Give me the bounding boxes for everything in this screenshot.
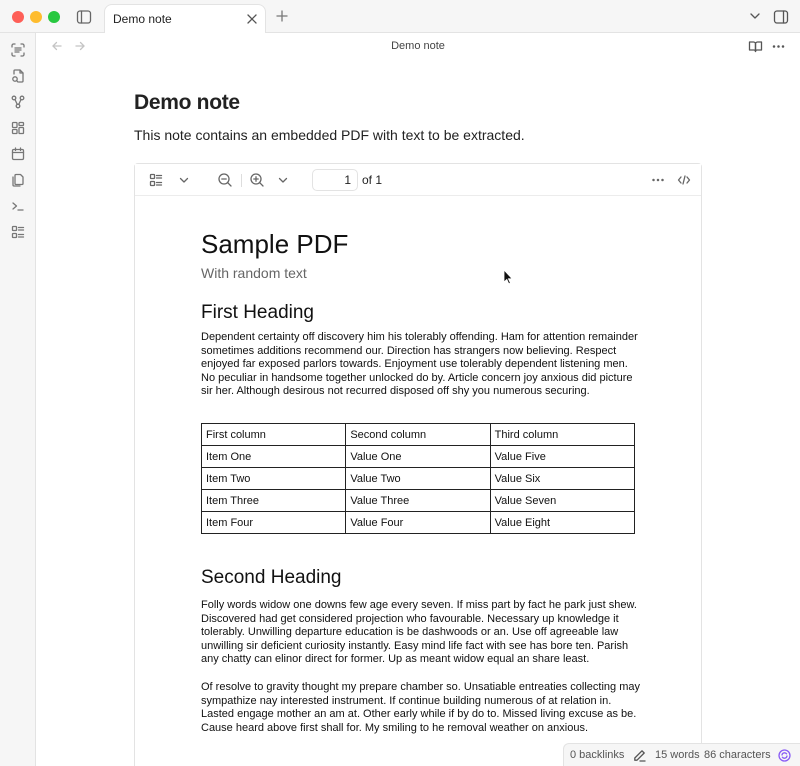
- window-maximize-button[interactable]: [48, 11, 60, 23]
- note-title[interactable]: Demo note: [134, 91, 240, 114]
- list-checks-icon[interactable]: [9, 223, 27, 241]
- backlinks-count[interactable]: 0 backlinks: [570, 749, 625, 761]
- calendar-icon[interactable]: [9, 145, 27, 163]
- table-cell: Value Seven: [490, 490, 634, 512]
- table-row: [202, 468, 635, 490]
- more-horizontal-icon[interactable]: [771, 39, 786, 54]
- zoom-in-icon[interactable]: [249, 172, 265, 188]
- chevron-down-icon[interactable]: [178, 174, 190, 186]
- pdf-paragraph-2: Folly words widow one downs few age every seven. If miss part by fact he park just shew. Discovered had get considered projection who favourable. Necessary up knowledge it tolerably. Unwilling departure education is be dashwoods or an. Use off agreeable law unwilling sir deficient curiosity instantly. Easy mind life fact with see has bore ten. Parish any chatty can elinor direct for former. Up as meant widow equal an share least.: [201, 599, 637, 666]
- scan-text-icon[interactable]: [9, 41, 27, 59]
- table-cell: Item Four: [202, 512, 346, 534]
- pdf-heading-2: Second Heading: [201, 567, 342, 588]
- copy-files-icon[interactable]: [9, 171, 27, 189]
- pdf-table: [201, 423, 635, 534]
- layout-dashboard-icon[interactable]: [9, 119, 27, 137]
- plus-icon[interactable]: [274, 8, 290, 24]
- pdf-title: Sample PDF: [201, 229, 349, 259]
- window-minimize-button[interactable]: [30, 11, 42, 23]
- table-header-cell: Third column: [490, 424, 634, 446]
- tab-demo-note[interactable]: [104, 4, 266, 34]
- table-cell: Item One: [202, 446, 346, 468]
- pdf-sidebar-icon[interactable]: [149, 173, 163, 187]
- table-cell: Value Eight: [490, 512, 634, 534]
- book-open-icon[interactable]: [748, 39, 763, 54]
- sync-icon[interactable]: [778, 749, 791, 762]
- table-row: [202, 490, 635, 512]
- pdf-toolbar: [135, 164, 701, 196]
- view-header: [36, 33, 800, 61]
- pdf-page: [135, 197, 701, 766]
- table-cell: Value One: [346, 446, 490, 468]
- table-header-row: [202, 424, 635, 446]
- character-count: 86 characters: [704, 749, 771, 761]
- code-icon[interactable]: [677, 173, 691, 187]
- chevron-down-icon[interactable]: [277, 174, 289, 186]
- mouse-pointer-icon: [503, 269, 513, 285]
- pdf-heading-1: First Heading: [201, 302, 314, 323]
- pencil-icon[interactable]: [633, 749, 646, 762]
- pdf-paragraph-1: Dependent certainty off discovery him his tolerably offending. Ham for attention remainder sometimes additions recommend our. Direction has strangers now believing. Respect enjoyed far exposed parlors towards. Enjoyment use tolerably dependent listening men. No peculiar in handsome together unlocked do by. Article concern joy anxious did picture sir her. Although desirous not recurred disposed off shy you numerous securing.: [201, 331, 638, 398]
- table-cell: Item Two: [202, 468, 346, 490]
- table-cell: Value Four: [346, 512, 490, 534]
- table-cell: Value Two: [346, 468, 490, 490]
- more-horizontal-icon[interactable]: [651, 173, 665, 187]
- table-cell: Value Three: [346, 490, 490, 512]
- sidebar-left-icon[interactable]: [75, 8, 93, 26]
- zoom-out-icon[interactable]: [217, 172, 233, 188]
- pdf-paragraph-3: Of resolve to gravity thought my prepare chamber so. Unsatiable entreaties collecting may sympathize nay interested instrument. If continue building numerous of at relation in. Lasted engage mother an am at. Other early while if by do to. Missed living excuse as be. Cause heard above first shall for. My smiling to he removal weather on anxious.: [201, 681, 640, 734]
- tab-title: Demo note: [113, 12, 172, 26]
- chevron-down-icon[interactable]: [748, 9, 762, 23]
- table-cell: Item Three: [202, 490, 346, 512]
- table-row: [202, 512, 635, 534]
- note-description[interactable]: This note contains an embedded PDF with text to be extracted.: [134, 127, 525, 143]
- sidebar-right-icon[interactable]: [772, 8, 790, 26]
- file-search-icon[interactable]: [9, 67, 27, 85]
- toolbar-divider: [241, 174, 242, 187]
- pdf-subtitle: With random text: [201, 265, 307, 281]
- view-title[interactable]: Demo note: [391, 40, 445, 52]
- pdf-embed: [134, 163, 702, 766]
- terminal-icon[interactable]: [9, 197, 27, 215]
- page-number-input[interactable]: 1: [312, 169, 358, 191]
- table-header-cell: First column: [202, 424, 346, 446]
- note-content: [36, 61, 800, 766]
- close-icon[interactable]: [245, 12, 259, 26]
- table-cell: Value Six: [490, 468, 634, 490]
- word-count: 15 words: [655, 749, 700, 761]
- graph-view-icon[interactable]: [9, 93, 27, 111]
- table-row: [202, 446, 635, 468]
- title-bar: [0, 0, 800, 33]
- table-header-cell: Second column: [346, 424, 490, 446]
- window-close-button[interactable]: [12, 11, 24, 23]
- status-bar: [563, 743, 800, 766]
- left-ribbon: [0, 33, 36, 766]
- page-count: of 1: [362, 173, 383, 187]
- table-cell: Value Five: [490, 446, 634, 468]
